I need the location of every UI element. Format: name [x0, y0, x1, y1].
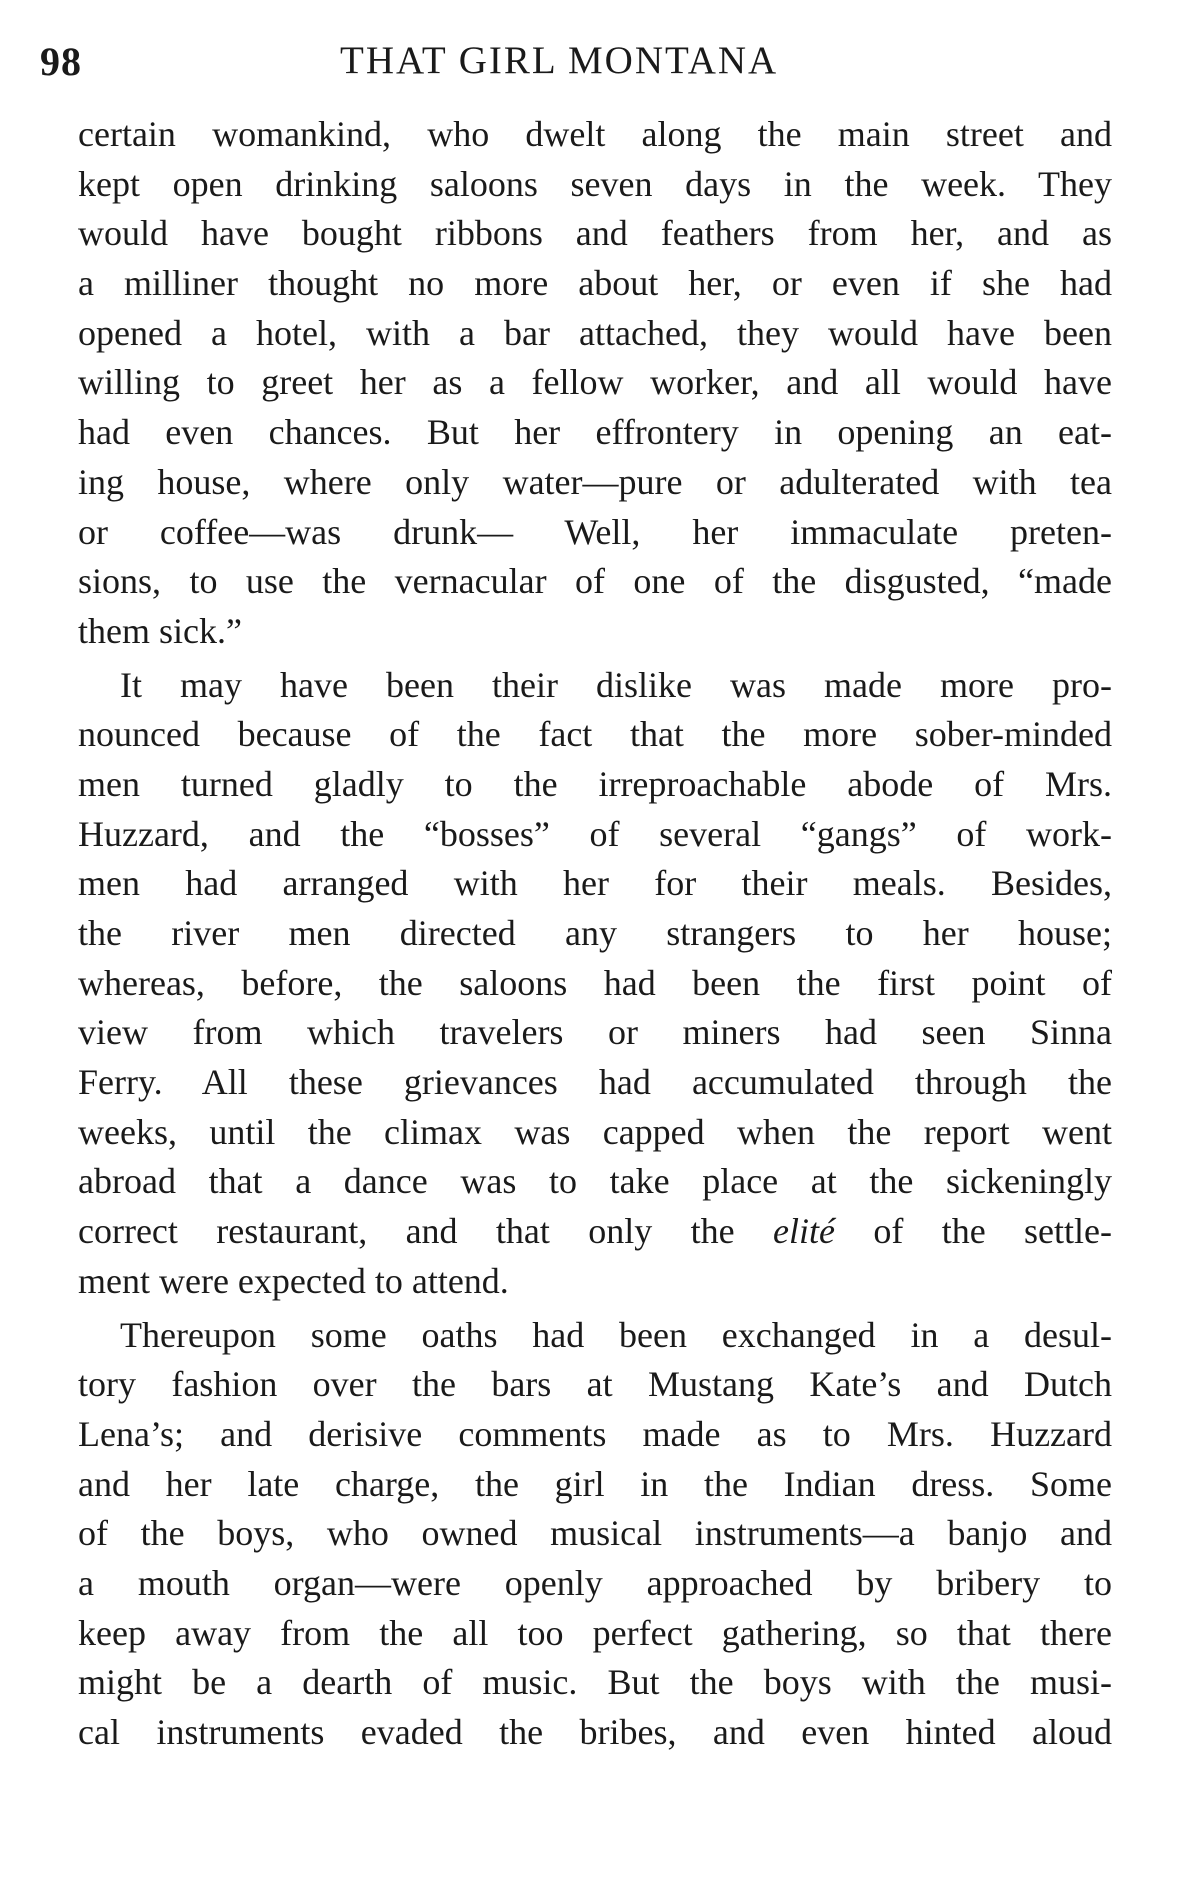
text-line: had even chances. But her effrontery in opening an eat- [78, 412, 1112, 453]
text-line: might be a dearth of music. But the boys with the musi- [78, 1662, 1112, 1703]
text-line: Lena’s; and derisive comments made as to Mrs. Huzzard [78, 1413, 1112, 1454]
running-head [40, 28, 1160, 88]
text-line: opened a hotel, with a bar attached, they would have been [78, 312, 1112, 353]
text-line: men turned gladly to the irreproachable abode of Mrs. [78, 763, 1112, 804]
text-line: tory fashion over the bars at Mustang Kate’s and Dutch [78, 1364, 1112, 1405]
text-line: men had arranged with her for their meals. Besides, [78, 863, 1112, 904]
page-number: 98 [40, 39, 82, 84]
text-line: certain womankind, who dwelt along the main street and [78, 114, 1112, 154]
text-line: ing house, where only water—pure or adulterated with tea [78, 461, 1112, 502]
text-line: abroad that a dance was to take place at the sickeningly [78, 1161, 1112, 1202]
italic-word: elité [773, 1211, 835, 1252]
text-line: and her late charge, the girl in the Indian dress. Some [78, 1463, 1112, 1504]
text-line: ment were expected to attend. [78, 1260, 509, 1301]
text-line: a mouth organ—were openly approached by bribery to [78, 1562, 1112, 1603]
text-line: willing to greet her as a fellow worker, and all would have [78, 362, 1112, 403]
text-segment: correct restaurant, and that only the [78, 1211, 735, 1252]
text-line: would have bought ribbons and feathers from her, and as [78, 213, 1112, 254]
text-line: a milliner thought no more about her, or even if she had [78, 263, 1112, 304]
text-line: of the boys, who owned musical instruments—a banjo and [78, 1513, 1112, 1554]
text-line: nounced because of the fact that the more sober-minded [78, 714, 1112, 755]
text-line-with-italic [78, 1207, 1112, 1257]
text-line: sions, to use the vernacular of one of the disgusted, “made [78, 561, 1112, 602]
text-line: keep away from the all too perfect gathering, so that there [78, 1612, 1112, 1653]
text-line: weeks, until the climax was capped when the report went [78, 1111, 1112, 1152]
running-title: THAT GIRL MONTANA [340, 39, 779, 82]
paragraph-2 [78, 661, 1112, 1307]
text-line: It may have been their dislike was made more pro- [120, 664, 1112, 705]
text-line: whereas, before, the saloons had been the first point of [78, 962, 1112, 1003]
text-segment: of the settle- [873, 1211, 1112, 1252]
paragraph-3 [78, 1311, 1112, 1758]
paragraph-1 [78, 110, 1112, 657]
text-line: Thereupon some oaths had been exchanged in a desul- [120, 1314, 1112, 1355]
text-line: or coffee—was drunk— Well, her immaculate preten- [78, 511, 1112, 552]
text-line: the river men directed any strangers to her house; [78, 913, 1112, 953]
text-line: Huzzard, and the “bosses” of several “gangs” of work- [78, 813, 1112, 854]
text-line: kept open drinking saloons seven days in the week. They [78, 163, 1112, 204]
text-line: cal instruments evaded the bribes, and even hinted aloud [78, 1712, 1112, 1752]
body-text [78, 110, 1112, 1758]
text-line: them sick.” [78, 610, 242, 651]
text-line: view from which travelers or miners had seen Sinna [78, 1012, 1112, 1053]
text-line: Ferry. All these grievances had accumulated through the [78, 1062, 1112, 1103]
